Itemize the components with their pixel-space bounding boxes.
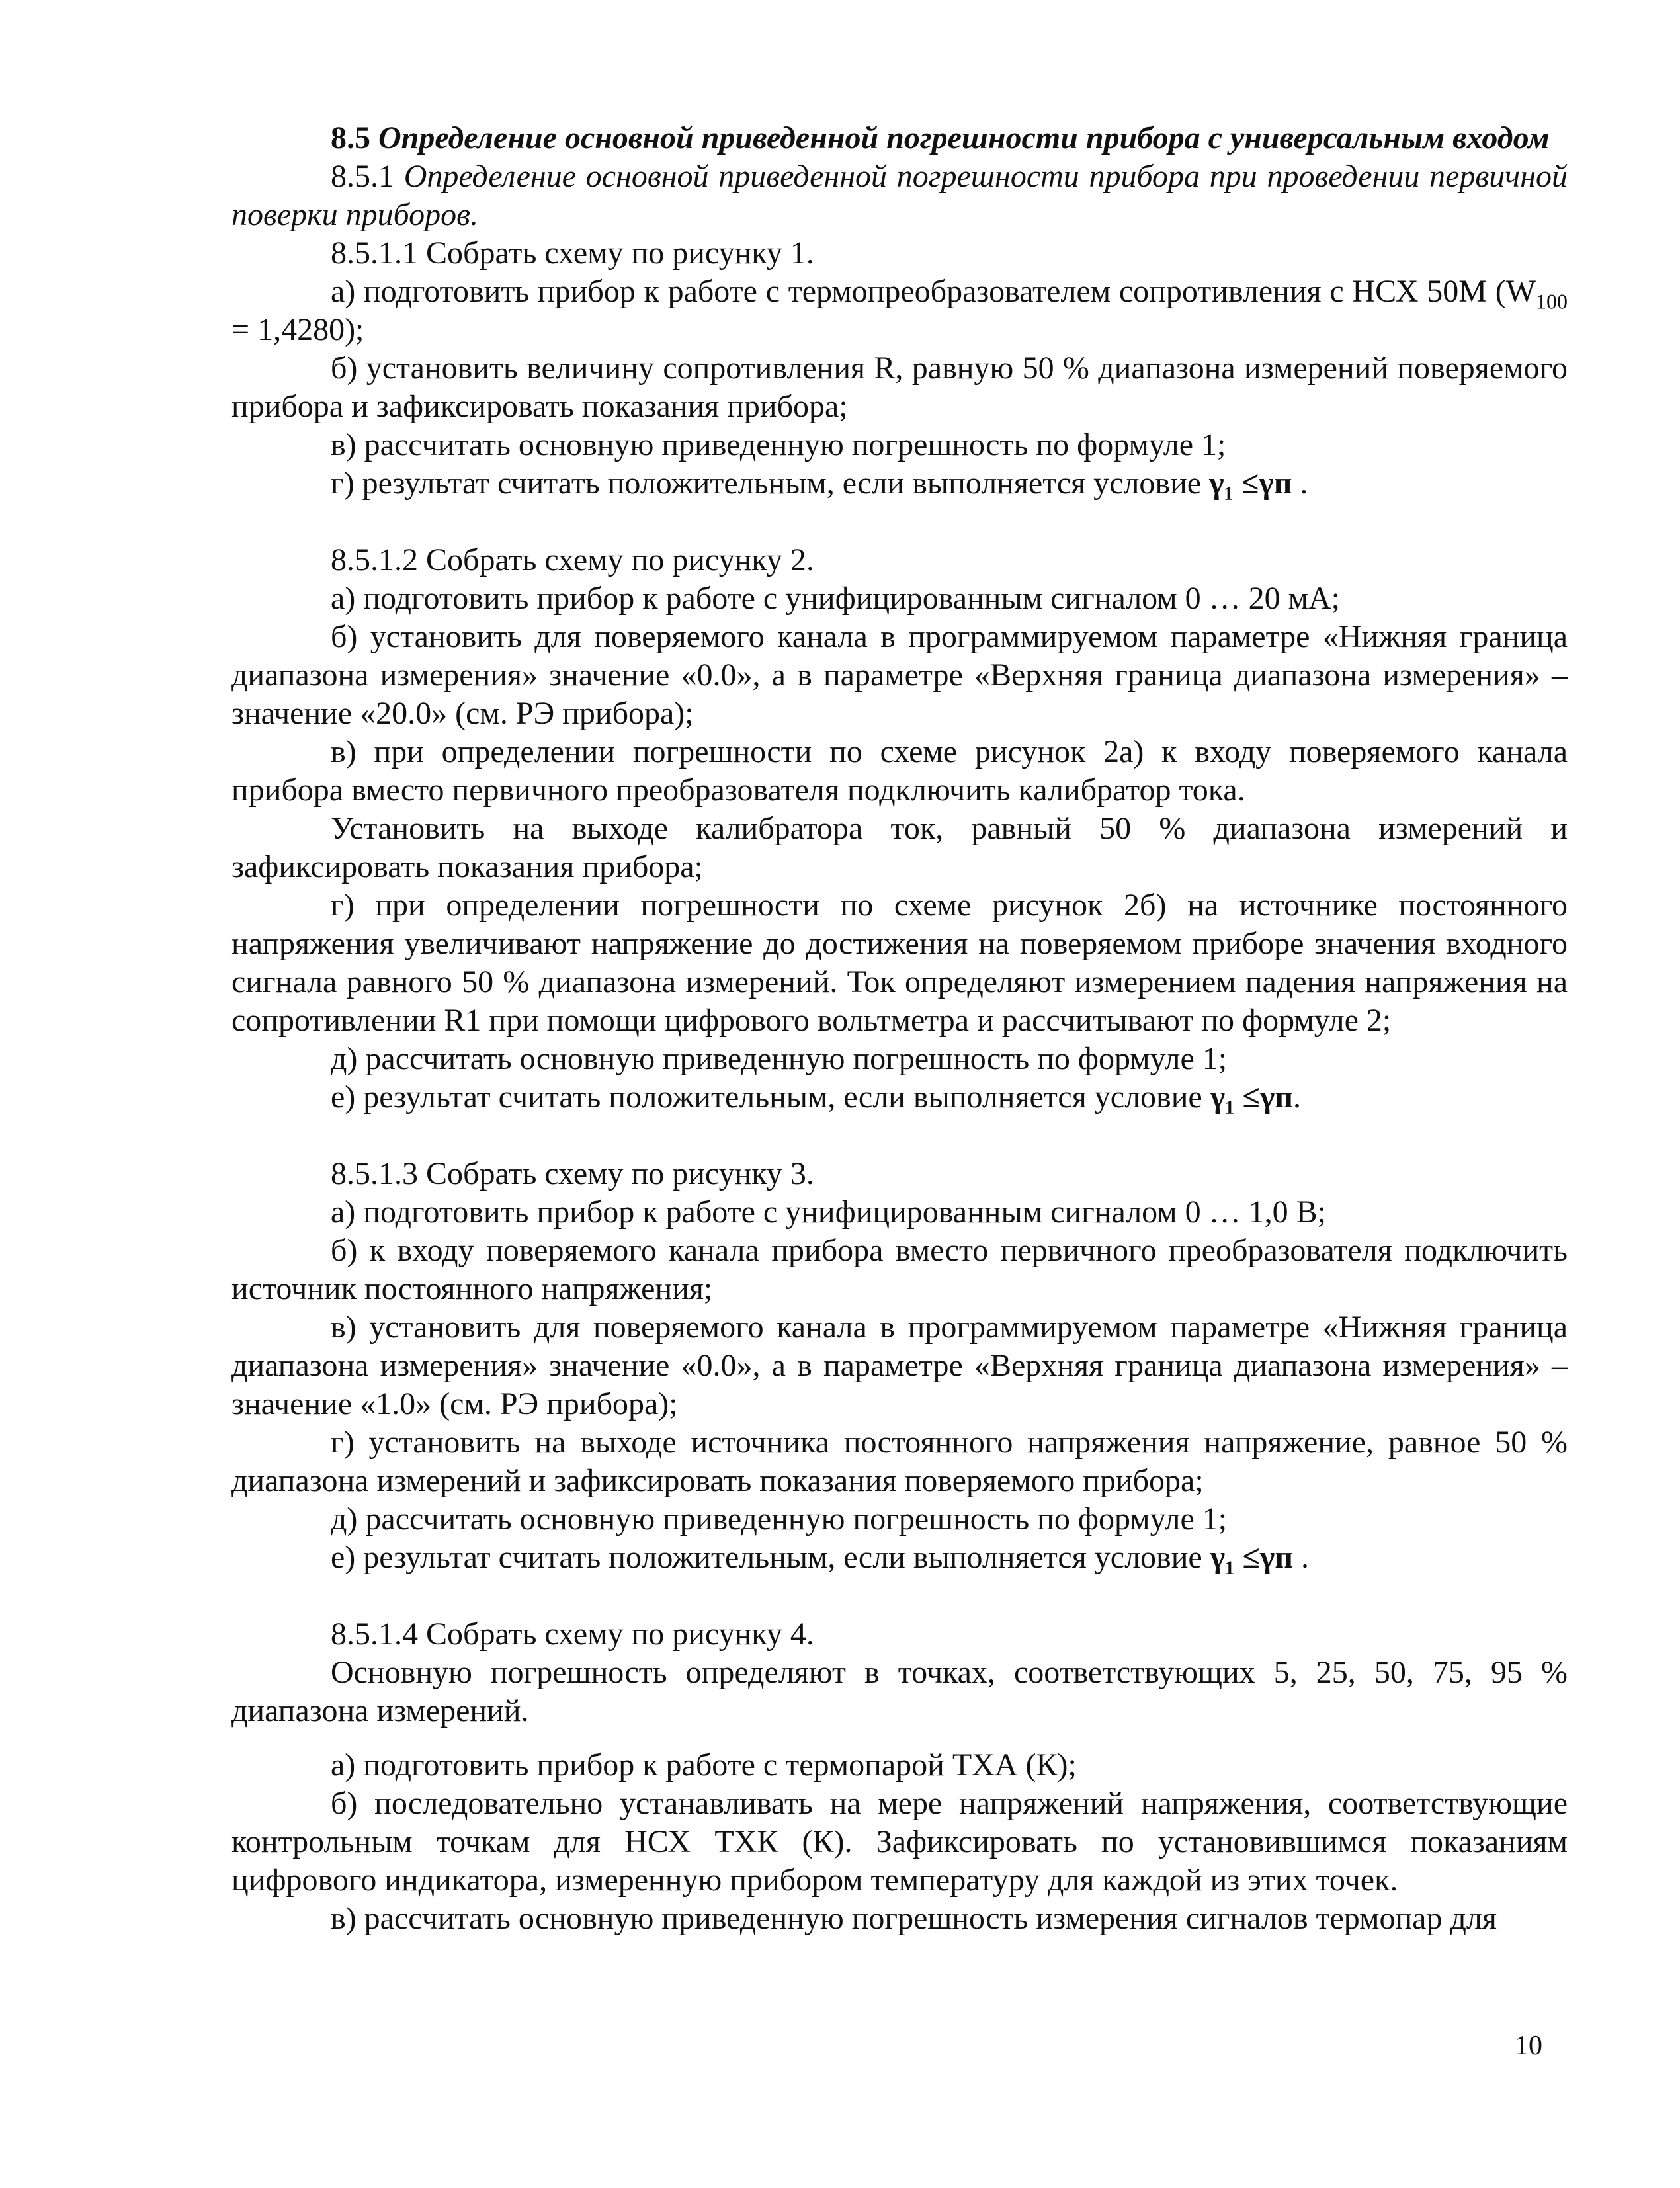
s2-item-d: д) рассчитать основную приведенную погрешность по формуле 1; xyxy=(331,1041,1228,1076)
s2-set-current: Установить на выходе калибратора ток, равный 50 % диапазона измерений и зафиксировать показания прибора; xyxy=(231,811,1568,884)
spacer xyxy=(231,1116,1568,1155)
s3-item-g: г) установить на выходе источника постоянного напряжения напряжение, равное 50 % диапазона измерений и зафиксировать показания поверяемого прибора; xyxy=(231,1425,1568,1498)
s1-item-g-text: г) результат считать положительным, если выполняется условие xyxy=(331,466,1210,501)
s1-condition-formula: γ₁ ≤γп xyxy=(1209,466,1292,501)
s2-item-e-end: . xyxy=(1293,1079,1301,1115)
s1-item-a-text: а) подготовить прибор к работе с термопреобразователем сопротивления с НСХ 50М (W xyxy=(331,274,1536,309)
s3-title: 8.5.1.3 Собрать схему по рисунку 3. xyxy=(331,1156,814,1191)
s2-item-e-text: е) результат считать положительным, если выполняется условие xyxy=(331,1079,1210,1115)
s1-item-g-end: . xyxy=(1292,466,1308,501)
s3-item-e-text: е) результат считать положительным, если выполняется условие xyxy=(331,1540,1210,1575)
spacer xyxy=(231,503,1568,541)
section-heading xyxy=(231,119,1568,157)
s4-item-v: в) рассчитать основную приведенную погрешность измерения сигналов термопар для xyxy=(331,1901,1497,1936)
subsection-heading xyxy=(231,157,1568,234)
s4-item-a: а) подготовить прибор к работе с термопарой ТХА (К); xyxy=(331,1747,1077,1783)
s1-item-g xyxy=(231,464,1568,503)
s2-condition-formula: γ₁ ≤γп xyxy=(1210,1079,1293,1115)
spacer xyxy=(231,1730,1568,1746)
s3-item-e-end: . xyxy=(1293,1540,1309,1575)
s3-item-e xyxy=(231,1538,1568,1577)
subheading-number: 8.5.1 xyxy=(331,159,394,194)
s1-item-a xyxy=(231,273,1568,349)
heading-title: Определение основной приведенной погрешности прибора с универсальным входом xyxy=(378,120,1550,155)
s2-item-e xyxy=(231,1078,1568,1116)
s1-item-v: в) рассчитать основную приведенную погрешность по формуле 1; xyxy=(331,427,1226,462)
s4-title: 8.5.1.4 Собрать схему по рисунку 4. xyxy=(331,1617,814,1652)
subheading-title: Определение основной приведенной погрешности прибора при проведении первичной поверки приборов. xyxy=(231,159,1568,232)
s2-item-g: г) при определении погрешности по схеме рисунок 2б) на источнике постоянного напряжения увеличивают напряжение до достижения на поверяемом приборе значения входного сигнала равного 50 % диапазона измерений. Ток определяют измерением падения напряжения на сопротивлении R1 при помощи цифрового вольтметра и рассчитывают по формуле 2; xyxy=(231,888,1568,1038)
s4-item-b: б) последовательно устанавливать на мере напряжений напряжения, соответствующие контрольным точкам для НСХ ТХК (К). Зафиксировать по установившимся показаниям цифрового индикатора, измеренную прибором температуру для каждой из этих точек. xyxy=(231,1786,1568,1898)
heading-number: 8.5 xyxy=(331,120,370,155)
s2-item-v: в) при определении погрешности по схеме рисунок 2а) к входу поверяемого канала прибора вместо первичного преобразователя подключить калибратор тока. xyxy=(231,734,1568,808)
s3-item-a: а) подготовить прибор к работе с унифицированным сигналом 0 … 1,0 В; xyxy=(331,1195,1326,1230)
page-number: 10 xyxy=(1515,2031,1542,2061)
s1-item-b: б) установить величину сопротивления R, равную 50 % диапазона измерений поверяемого прибора и зафиксировать показания прибора; xyxy=(231,351,1568,424)
s1-item-a-value: = 1,4280); xyxy=(231,312,364,347)
s2-title: 8.5.1.2 Собрать схему по рисунку 2. xyxy=(331,542,814,577)
s3-item-d: д) рассчитать основную приведенную погрешность по формуле 1; xyxy=(331,1501,1228,1536)
document-page xyxy=(231,119,1568,1938)
s2-item-b: б) установить для поверяемого канала в программируемом параметре «Нижняя граница диапазона измерения» значение «0.0», а в параметре «Верхняя граница диапазона измерения» – значение «20.0» (см. РЭ прибора); xyxy=(231,619,1568,731)
s4-intro: Основную погрешность определяют в точках, соответствующих 5, 25, 50, 75, 95 % диапазона измерений. xyxy=(231,1655,1568,1728)
s3-item-v: в) установить для поверяемого канала в программируемом параметре «Нижняя граница диапазона измерения» значение «0.0», а в параметре «Верхняя граница диапазона измерения» – значение «1.0» (см. РЭ прибора); xyxy=(231,1310,1568,1421)
s1-item-a-subscript: 100 xyxy=(1536,289,1568,314)
s1-title: 8.5.1.1 Собрать схему по рисунку 1. xyxy=(331,235,814,271)
s3-condition-formula: γ₁ ≤γп xyxy=(1210,1540,1293,1575)
s2-item-a: а) подготовить прибор к работе с унифицированным сигналом 0 … 20 мА; xyxy=(331,581,1340,616)
spacer xyxy=(231,1577,1568,1615)
s3-item-b: б) к входу поверяемого канала прибора вместо первичного преобразователя подключить источник постоянного напряжения; xyxy=(231,1233,1568,1306)
